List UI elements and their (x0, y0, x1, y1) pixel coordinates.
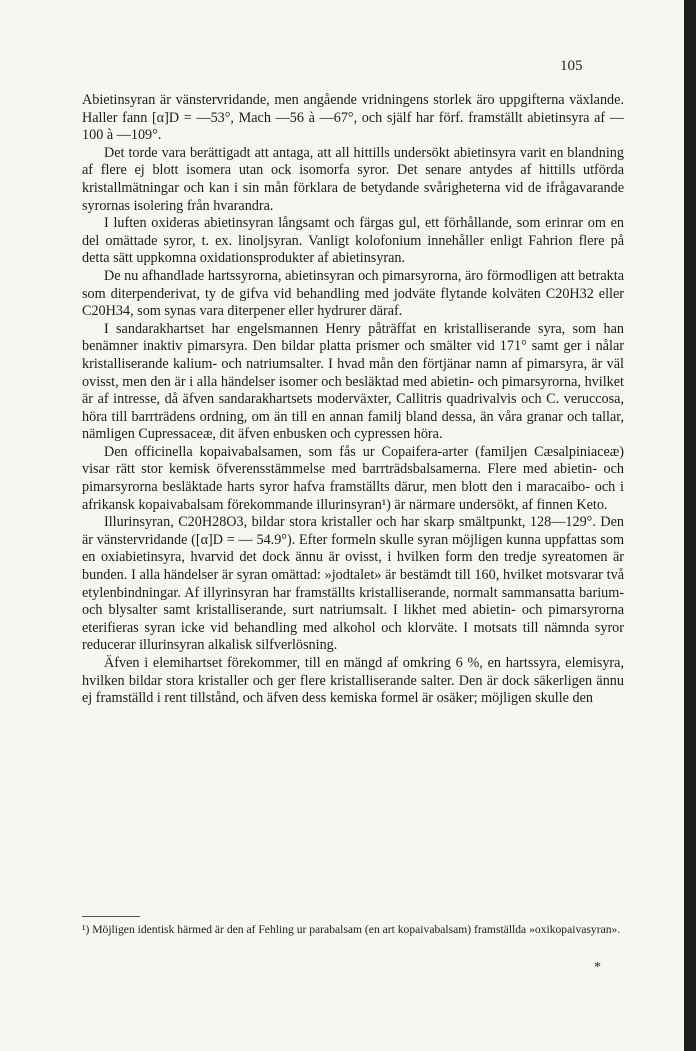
paragraph-diterpenderivat: De nu afhandlade hartssyrorna, abietinsyran och pimarsyrorna, äro förmodligen att betrakta som diterpenderivat, ty de gifva vid behandling med jodväte flytande kolväten C20H32 eller C20H34, som synas vara diterpener eller hydrurer däraf. (82, 267, 624, 320)
paragraph-elemihartset: Äfven i elemihartset förekommer, till en mängd af omkring 6 %, en hartssyra, elemisyra, hvilken bildar stora kristaller och ger flere kristalliserande salter. Den är dock säkerligen ännu ej framställd i rent tillstånd, och äfven dess kemiska formel är osäker; möjligen skulle den (82, 655, 624, 707)
footnote-divider (82, 916, 140, 917)
paragraph-abietinsyran-rotation: Abietinsyran är vänstervridande, men angående vridningens storlek äro uppgifterna växlande. Haller fann [α]D = —53°, Mach —56 à —67°, och själf har förf. framställt abietinsyra af —100 à —109°. (82, 92, 624, 144)
paragraph-oxidation: I luften oxideras abietinsyran långsamt och färgas gul, ett förhållande, som erinrar om en del omättade syror, t. ex. linoljsyran. Vanligt kolofonium innehåller enligt Fahrion flere på detta sätt uppkomna oxidationsprodukter af abietinsyran. (82, 215, 624, 267)
signature-mark: * (594, 960, 601, 975)
paragraph-kopaivabalsamen: Den officinella kopaivabalsamen, som fås ur Copaifera-arter (familjen Cæsalpiniaceæ) visar rätt stor kemisk öfverensstämmelse med barrträdsbalsamerna. Flere med abietin- och pimarsyrorna besläktade harts syror hafva framställts därur, men blott den i maracaibo- och i afrikansk kopaivabalsam förekommande illurinsyran¹) är närmare undersökt, af finnen Keto. (82, 443, 624, 513)
paragraph-sandarakhartset: I sandarakhartset har engelsmannen Henry påträffat en kristalliserande syra, som han benämner inaktiv pimarsyra. Den bildar platta prismer och smälter vid 171° samt ger i nålar kristalliserande kalium- och natriumsalter. I hvad mån den förtjänar namn af pimarsyra, är väl ovisst, men den är i alla händelser isomer och besläktad med abietin- och pimarsyrorna, hvilket är af intresse, då äfven sandarakhartsets moderväxter, Callitris quadrivalvis och C. veruccosa, höra till barrträdens ordning, om än till en annan familj bland dessa, än våra granar och tallar, nämligen Cupressaceæ, dit äfven enbusken och cypressen höra. (82, 320, 624, 443)
footnote: ¹) Möjligen identisk härmed är den af Fehling ur parabalsam (en art kopaivabalsam) framställda »oxikopaivasyran». (82, 923, 621, 936)
page-number: 105 (560, 58, 583, 74)
body-text (82, 92, 624, 708)
paragraph-isomera-isomorfa: Det torde vara berättigadt att antaga, att all hittills undersökt abietinsyra varit en blandning af flere ej blott isomera utan ock isomorfa syror. Det senare antydes af hittills utförda kristallmätningar och kan i sin mån förklara de betydande svårigheterna vid de ifrågavarande syrornas isolering från hvarandra. (82, 144, 624, 214)
paragraph-illurinsyran: Illurinsyran, C20H28O3, bildar stora kristaller och har skarp smältpunkt, 128—129°. Den är vänstervridande ([α]D = — 54.9°). Efter formeln skulle syran möjligen kunna uppfattas som en oxiabietinsyra, hvarvid det dock ännu är ovisst, i hvilken form den tredje syreatomen är bunden. I alla händelser är syran omättad: »jodtalet» är bestämdt till 160, hvilket motsvarar två etylenbindningar. Af illyrinsyran har framställts kristalliserande, normalt sammansatta barium- och blysalter samt kristalliserande, surt natriumsalt. I likhet med abietin- och pimarsyrorna eterifieras syran icke vid behandling med alkohol och klorväte. I motsats till nämnda syror reducerar illurinsyran alkalisk silfverlösning. (82, 514, 624, 654)
